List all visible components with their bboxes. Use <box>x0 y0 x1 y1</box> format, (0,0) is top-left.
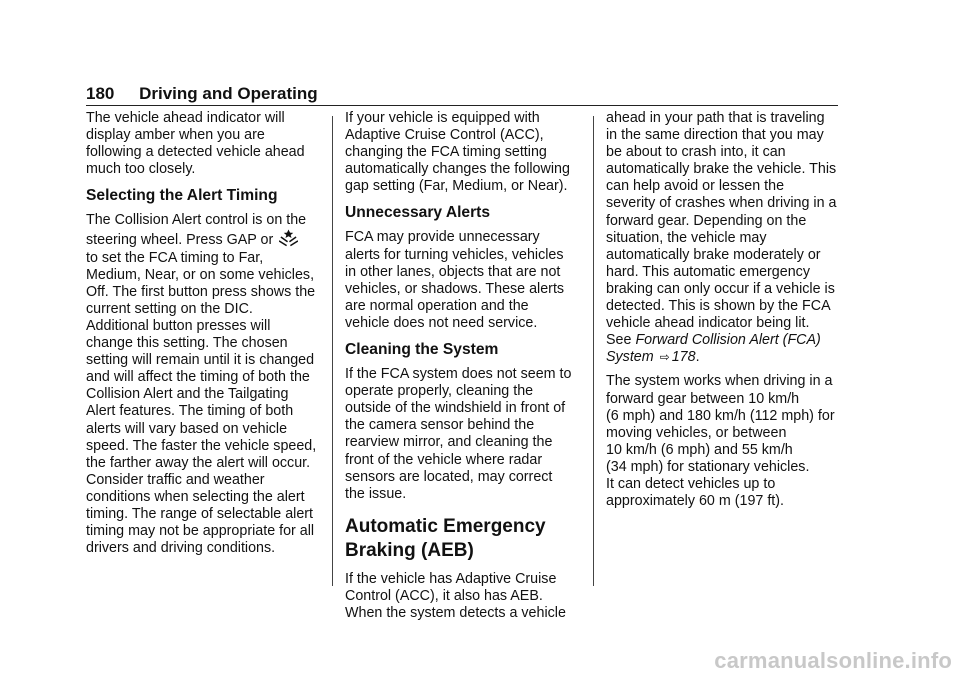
text-line: vehicles, or shadows. These alerts <box>345 280 565 297</box>
text-line: vehicle ahead indicator being lit. <box>606 315 810 332</box>
text-fragment: steering wheel. Press GAP or <box>86 232 274 249</box>
text-line <box>606 332 846 349</box>
paragraph <box>606 373 846 510</box>
text-line: conditions when selecting the alert <box>86 488 305 505</box>
text-line: the farther away the alert will occur. <box>86 454 311 471</box>
text-line: hard. This automatic emergency <box>606 263 810 280</box>
text-line <box>86 229 324 249</box>
text-line: Collision Alert and the Tailgating <box>86 386 289 403</box>
text-line: approximately 60 m (197 ft). <box>606 493 784 510</box>
text-line: the camera sensor behind the <box>345 417 535 434</box>
text-line: detected. This is shown by the FCA <box>606 298 831 315</box>
column-divider-2 <box>593 116 594 586</box>
header-rule <box>86 105 838 106</box>
text-line: rearview mirror, and cleaning the <box>345 434 553 451</box>
text-line: sensors are located, may correct <box>345 468 553 485</box>
paragraph <box>86 212 324 557</box>
collision-alert-icon <box>279 229 298 247</box>
heading-line: Braking (AEB) <box>345 539 474 561</box>
text-line: Medium, Near, or on some vehicles, <box>86 266 315 283</box>
text-line: If the FCA system does not seem to <box>345 366 572 383</box>
text-line: automatically changes the following <box>345 161 570 178</box>
text-line: current setting on the DIC. <box>86 300 253 317</box>
text-line: The Collision Alert control is on the <box>86 212 307 229</box>
paragraph <box>86 110 324 178</box>
text-line: be about to crash into, it can <box>606 144 786 161</box>
text-line: braking can only occur if a vehicle is <box>606 280 835 297</box>
text-line: the issue. <box>345 485 407 502</box>
cross-reference-link[interactable]: System <box>606 349 654 366</box>
text-line: automatically brake the vehicle. This <box>606 161 837 178</box>
text-line: display amber when you are <box>86 127 265 144</box>
text-line: in the same direction that you may <box>606 127 824 144</box>
text-line: vehicle does not need service. <box>345 314 538 331</box>
text-line: If your vehicle is equipped with <box>345 110 540 126</box>
heading-cleaning-the-system: Cleaning the System <box>345 341 499 359</box>
paragraph <box>345 229 583 332</box>
heading-automatic-emergency-braking <box>345 515 583 563</box>
cross-reference-link[interactable]: Forward Collision Alert (FCA) <box>635 332 821 349</box>
text-line: situation, the vehicle may <box>606 229 767 246</box>
paragraph <box>345 366 583 503</box>
text-line: forward gear. Depending on the <box>606 212 807 229</box>
text-line: System ⇨ 178. <box>606 349 700 366</box>
text-line: operate properly, cleaning the <box>345 383 534 400</box>
paragraph <box>345 110 583 195</box>
text-line: Consider traffic and weather <box>86 471 265 488</box>
text-line: following a detected vehicle ahead <box>86 144 305 161</box>
text-line: timing may not be appropriate for all <box>86 523 315 540</box>
text-line: When the system detects a vehicle <box>345 604 566 621</box>
text-line: automatically brake moderately or <box>606 246 821 263</box>
text-line: Adaptive Cruise Control (ACC), <box>345 127 544 144</box>
text-line: 10 km/h (6 mph) and 55 km/h <box>606 441 793 458</box>
text-line: FCA may provide unnecessary <box>345 229 540 246</box>
page-reference-arrow-icon: ⇨ <box>659 350 670 365</box>
text-line: drivers and driving conditions. <box>86 540 276 557</box>
text-line: in other lanes, objects that are not <box>345 263 561 280</box>
text-line: (6 mph) and 180 km/h (112 mph) for <box>606 407 835 424</box>
text-line: (34 mph) for stationary vehicles. <box>606 458 810 475</box>
heading-line: Automatic Emergency <box>345 515 546 537</box>
text-line: alerts for turning vehicles, vehicles <box>345 246 564 263</box>
see-text: See <box>606 332 632 349</box>
heading-selecting-alert-timing: Selecting the Alert Timing <box>86 187 278 205</box>
text-line: The vehicle ahead indicator will <box>86 110 285 126</box>
heading-unnecessary-alerts: Unnecessary Alerts <box>345 204 491 222</box>
text-line: speed. The faster the vehicle speed, <box>86 437 317 454</box>
column-2 <box>345 110 583 629</box>
text-line: can help avoid or lessen the <box>606 178 785 195</box>
text-line: It can detect vehicles up to <box>606 475 776 492</box>
text-line: forward gear between 10 km/h <box>606 390 800 407</box>
watermark: carmanualsonline.info <box>714 648 952 673</box>
text-line: Alert features. The timing of both <box>86 403 294 420</box>
text-line: severity of crashes when driving in a <box>606 195 837 212</box>
text-line: The system works when driving in a <box>606 373 833 390</box>
text-line: changing the FCA timing setting <box>345 144 547 161</box>
text-line: front of the vehicle where radar <box>345 451 543 468</box>
page-number: 180 <box>86 84 115 103</box>
text-line: and will affect the timing of both the <box>86 369 310 386</box>
text-line: ahead in your path that is traveling <box>606 110 825 126</box>
text-line: are normal operation and the <box>345 297 529 314</box>
text-line: moving vehicles, or between <box>606 424 787 441</box>
column-3 <box>606 110 846 517</box>
text-line: If the vehicle has Adaptive Cruise <box>345 570 557 587</box>
section-title: Driving and Operating <box>139 84 318 103</box>
text-line: change this setting. The chosen <box>86 335 288 352</box>
text-line: alerts will vary based on vehicle <box>86 420 288 437</box>
text-line: Additional button presses will <box>86 317 271 334</box>
text-line: Off. The first button press shows the <box>86 283 316 300</box>
column-1 <box>86 110 324 564</box>
text-line: to set the FCA timing to Far, <box>86 249 264 266</box>
column-divider-1 <box>332 116 333 586</box>
page-reference-number[interactable]: 178 <box>671 349 696 366</box>
text-line: outside of the windshield in front of <box>345 400 566 417</box>
text-line: Control (ACC), it also has AEB. <box>345 587 543 604</box>
page-header <box>86 84 318 104</box>
text-line: setting will remain until it is changed <box>86 352 315 369</box>
text-line: gap setting (Far, Medium, or Near). <box>345 178 568 195</box>
text-line: much too closely. <box>86 161 196 178</box>
text-line: timing. The range of selectable alert <box>86 505 314 522</box>
paragraph <box>606 110 846 366</box>
paragraph <box>345 571 583 622</box>
